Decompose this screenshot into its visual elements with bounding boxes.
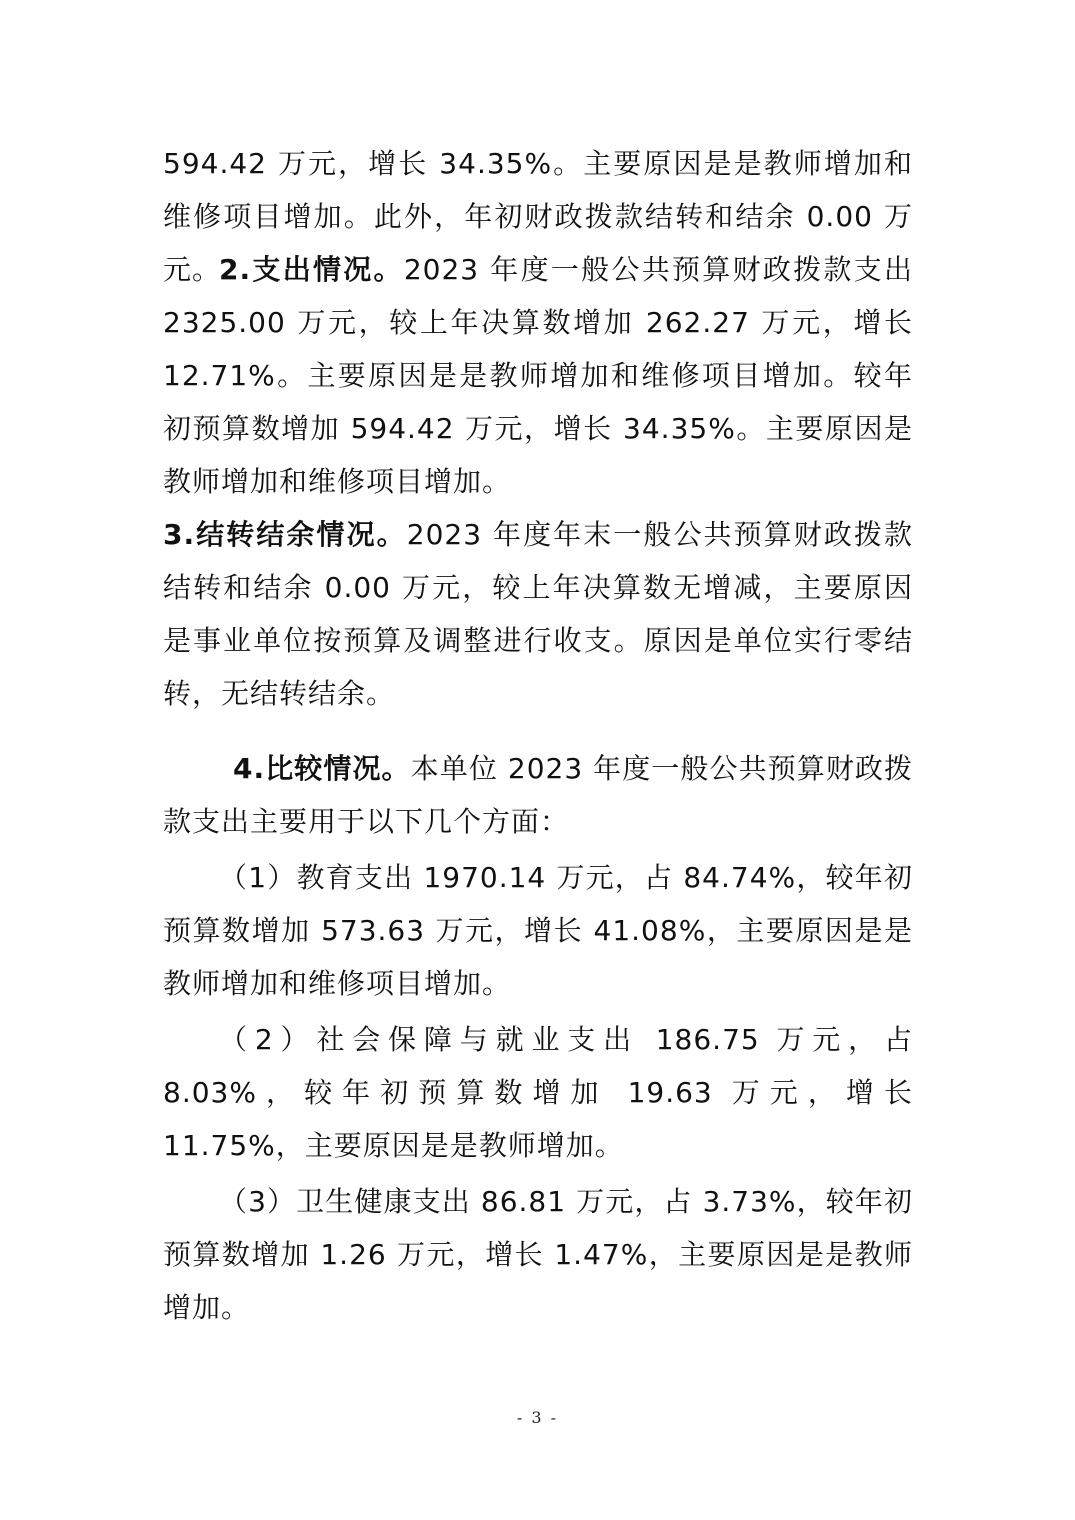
section-heading-comparison: 4.比较情况。 (233, 752, 411, 785)
paragraph-comparison (163, 742, 913, 848)
section-heading-expenditure: 2.支出情况。 (219, 253, 404, 286)
paragraph-text: （2）社会保障与就业支出 186.75 万元，占 8.03%，较年初预算数增加 19.63 万元，增长 11.75%，主要原因是是教师增加。 (163, 1023, 913, 1162)
paragraph-carryover-balance (163, 508, 913, 720)
paragraph-text: 594.42 万元，增长 34.35%。主要原因是是教师增加和维修项目增加。此外，年初财政拨款结转和结余 0.00 万元。 (163, 147, 913, 286)
paragraph-text: （3）卫生健康支出 86.81 万元，占 3.73%，较年初预算数增加 1.26 万元，增长 1.47%，主要原因是是教师增加。 (163, 1185, 913, 1324)
paragraph-text: 2023 年度年末一般公共预算财政拨款结转和结余 0.00 万元，较上年决算数无增减，主要原因是事业单位按预算及调整进行收支。原因是单位实行零结转，无结转结余。 (163, 518, 913, 710)
page-number: - 3 - (516, 1408, 559, 1427)
list-item-education (163, 851, 913, 1010)
paragraph-expenditure (163, 243, 913, 508)
section-heading-carryover: 3.结转结余情况。 (163, 518, 407, 551)
list-item-social-security (163, 1013, 913, 1172)
paragraph-text: 2023 年度一般公共预算财政拨款支出 2325.00 万元，较上年决算数增加 262.27 万元，增长 12.71%。主要原因是是教师增加和维修项目增加。较年初预算数增加 594.42 万元，增长 34.35%。主要原因是教师增加和维修项目增加。 (163, 253, 913, 498)
paragraph-text: （1）教育支出 1970.14 万元，占 84.74%，较年初预算数增加 573.63 万元，增长 41.08%，主要原因是是教师增加和维修项目增加。 (163, 861, 913, 1000)
paragraph-text: 本单位 2023 年度一般公共预算财政拨款支出主要用于以下几个方面： (163, 752, 913, 838)
list-item-health (163, 1175, 913, 1334)
